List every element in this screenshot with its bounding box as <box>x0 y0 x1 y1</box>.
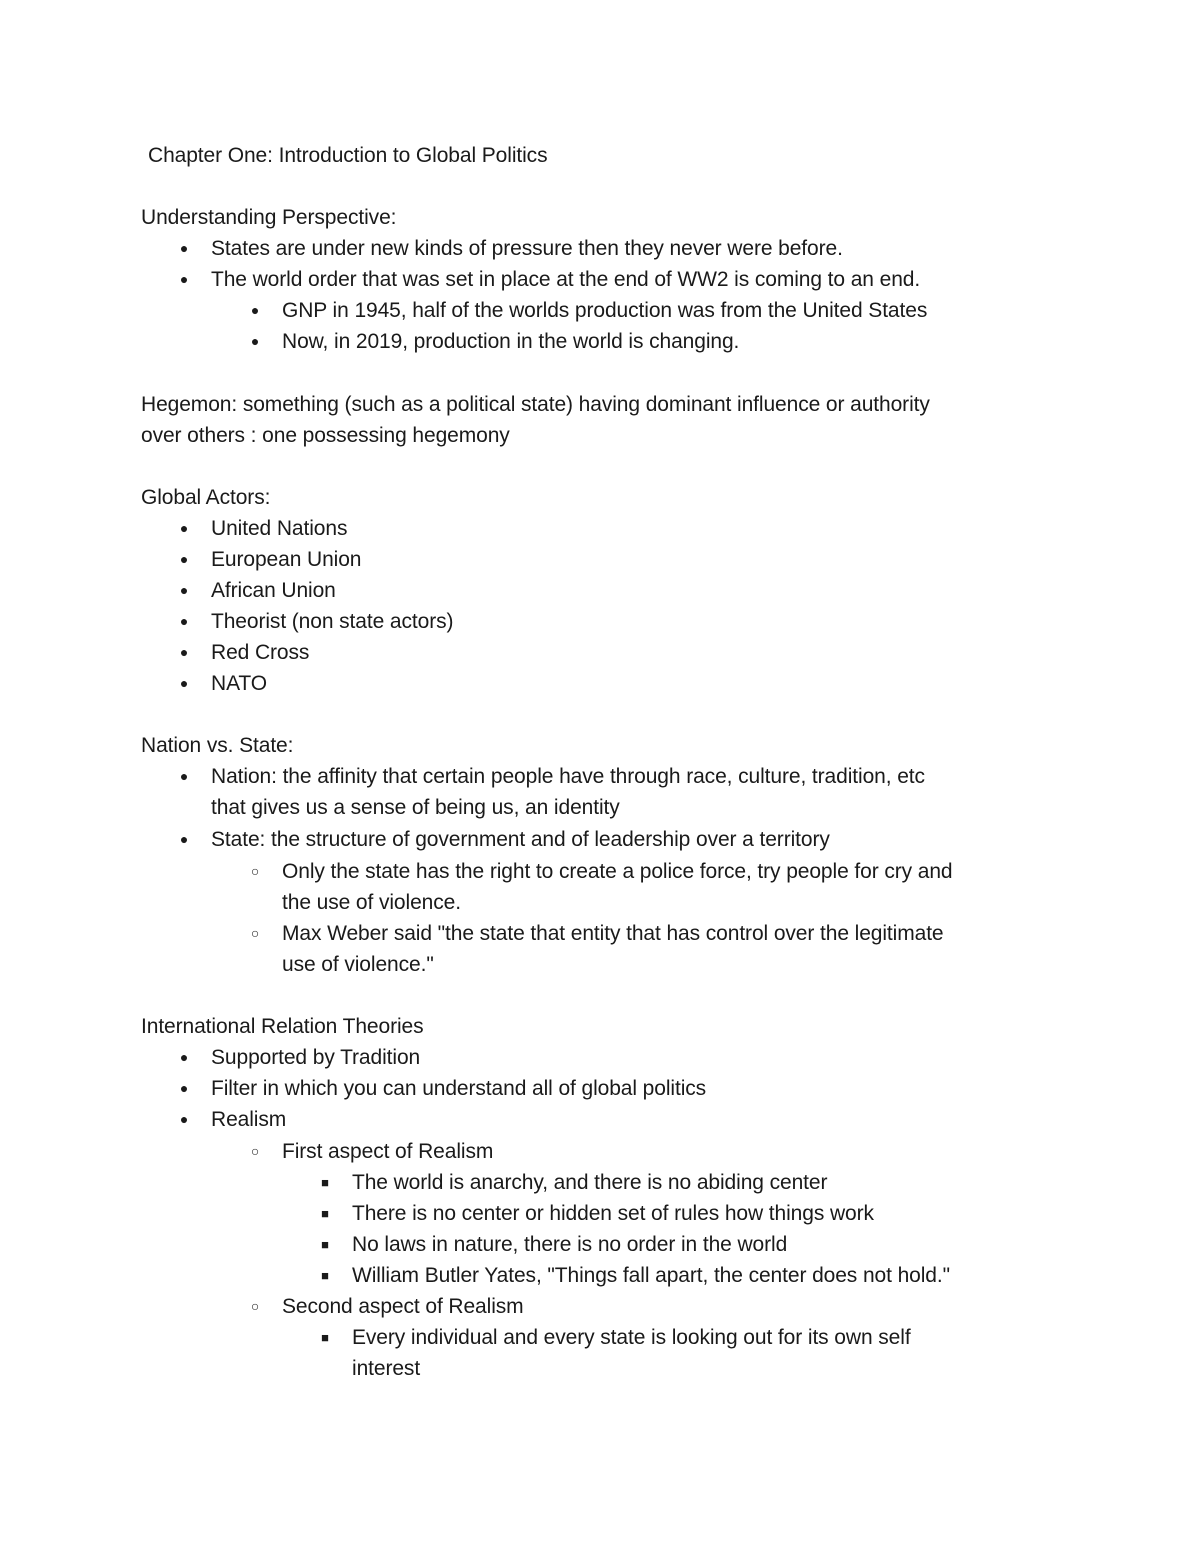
list-item: Red Cross <box>211 641 310 664</box>
list-item: Only the state has the right to create a police force, try people for cry and <box>282 860 953 883</box>
list-item: Max Weber said "the state that entity that has control over the legitimate <box>282 922 944 945</box>
list-item: Supported by Tradition <box>211 1046 421 1069</box>
section-heading: Global Actors: <box>141 486 271 509</box>
list-item: States are under new kinds of pressure then they never were before. <box>211 237 843 260</box>
definition-paragraph: Hegemon: something (such as a political state) having dominant influence or authority <box>141 393 930 416</box>
list-item-continuation: that gives us a sense of being us, an identity <box>211 796 620 819</box>
list-item: Nation: the affinity that certain people have through race, culture, tradition, etc <box>211 765 925 788</box>
disc-bullet-icon: ● <box>179 271 189 287</box>
square-bullet-icon: ■ <box>321 1175 329 1190</box>
square-bullet-icon: ■ <box>321 1268 329 1283</box>
circle-bullet-icon: ○ <box>250 1298 260 1314</box>
list-item: First aspect of Realism <box>282 1140 494 1163</box>
circle-bullet-icon: ○ <box>250 925 260 941</box>
disc-bullet-icon: ● <box>179 551 189 567</box>
section-heading: Nation vs. State: <box>141 734 294 757</box>
list-item: William Butler Yates, "Things fall apart, the center does not hold." <box>352 1264 950 1287</box>
list-item: Every individual and every state is looking out for its own self <box>352 1326 911 1349</box>
disc-bullet-icon: ● <box>179 768 189 784</box>
page-title: Chapter One: Introduction to Global Politics <box>148 144 548 167</box>
disc-bullet-icon: ● <box>179 1049 189 1065</box>
list-item: Now, in 2019, production in the world is changing. <box>282 330 740 353</box>
list-item-continuation: the use of violence. <box>282 891 461 914</box>
disc-bullet-icon: ● <box>179 675 189 691</box>
list-item: The world is anarchy, and there is no abiding center <box>352 1171 828 1194</box>
section-heading: International Relation Theories <box>141 1015 424 1038</box>
square-bullet-icon: ■ <box>321 1330 329 1345</box>
list-item: No laws in nature, there is no order in the world <box>352 1233 788 1256</box>
section-heading: Understanding Perspective: <box>141 206 397 229</box>
disc-bullet-icon: ● <box>179 613 189 629</box>
list-item: Theorist (non state actors) <box>211 610 454 633</box>
list-item: Second aspect of Realism <box>282 1295 524 1318</box>
square-bullet-icon: ■ <box>321 1237 329 1252</box>
disc-bullet-icon: ● <box>179 520 189 536</box>
disc-bullet-icon: ● <box>179 831 189 847</box>
disc-bullet-icon: ● <box>250 333 260 349</box>
disc-bullet-icon: ● <box>179 644 189 660</box>
circle-bullet-icon: ○ <box>250 1143 260 1159</box>
list-item: The world order that was set in place at the end of WW2 is coming to an end. <box>211 268 921 291</box>
list-item: Realism <box>211 1108 287 1131</box>
list-item: State: the structure of government and of leadership over a territory <box>211 828 830 851</box>
list-item: African Union <box>211 579 336 602</box>
disc-bullet-icon: ● <box>179 1080 189 1096</box>
list-item: European Union <box>211 548 362 571</box>
definition-paragraph: over others : one possessing hegemony <box>141 424 510 447</box>
disc-bullet-icon: ● <box>179 582 189 598</box>
list-item: Filter in which you can understand all of global politics <box>211 1077 707 1100</box>
list-item-continuation: interest <box>352 1357 421 1380</box>
list-item: United Nations <box>211 517 348 540</box>
list-item-continuation: use of violence." <box>282 953 434 976</box>
list-item: GNP in 1945, half of the worlds production was from the United States <box>282 299 928 322</box>
square-bullet-icon: ■ <box>321 1206 329 1221</box>
list-item: There is no center or hidden set of rules how things work <box>352 1202 874 1225</box>
disc-bullet-icon: ● <box>179 1111 189 1127</box>
list-item: NATO <box>211 672 267 695</box>
disc-bullet-icon: ● <box>250 302 260 318</box>
circle-bullet-icon: ○ <box>250 863 260 879</box>
disc-bullet-icon: ● <box>179 240 189 256</box>
